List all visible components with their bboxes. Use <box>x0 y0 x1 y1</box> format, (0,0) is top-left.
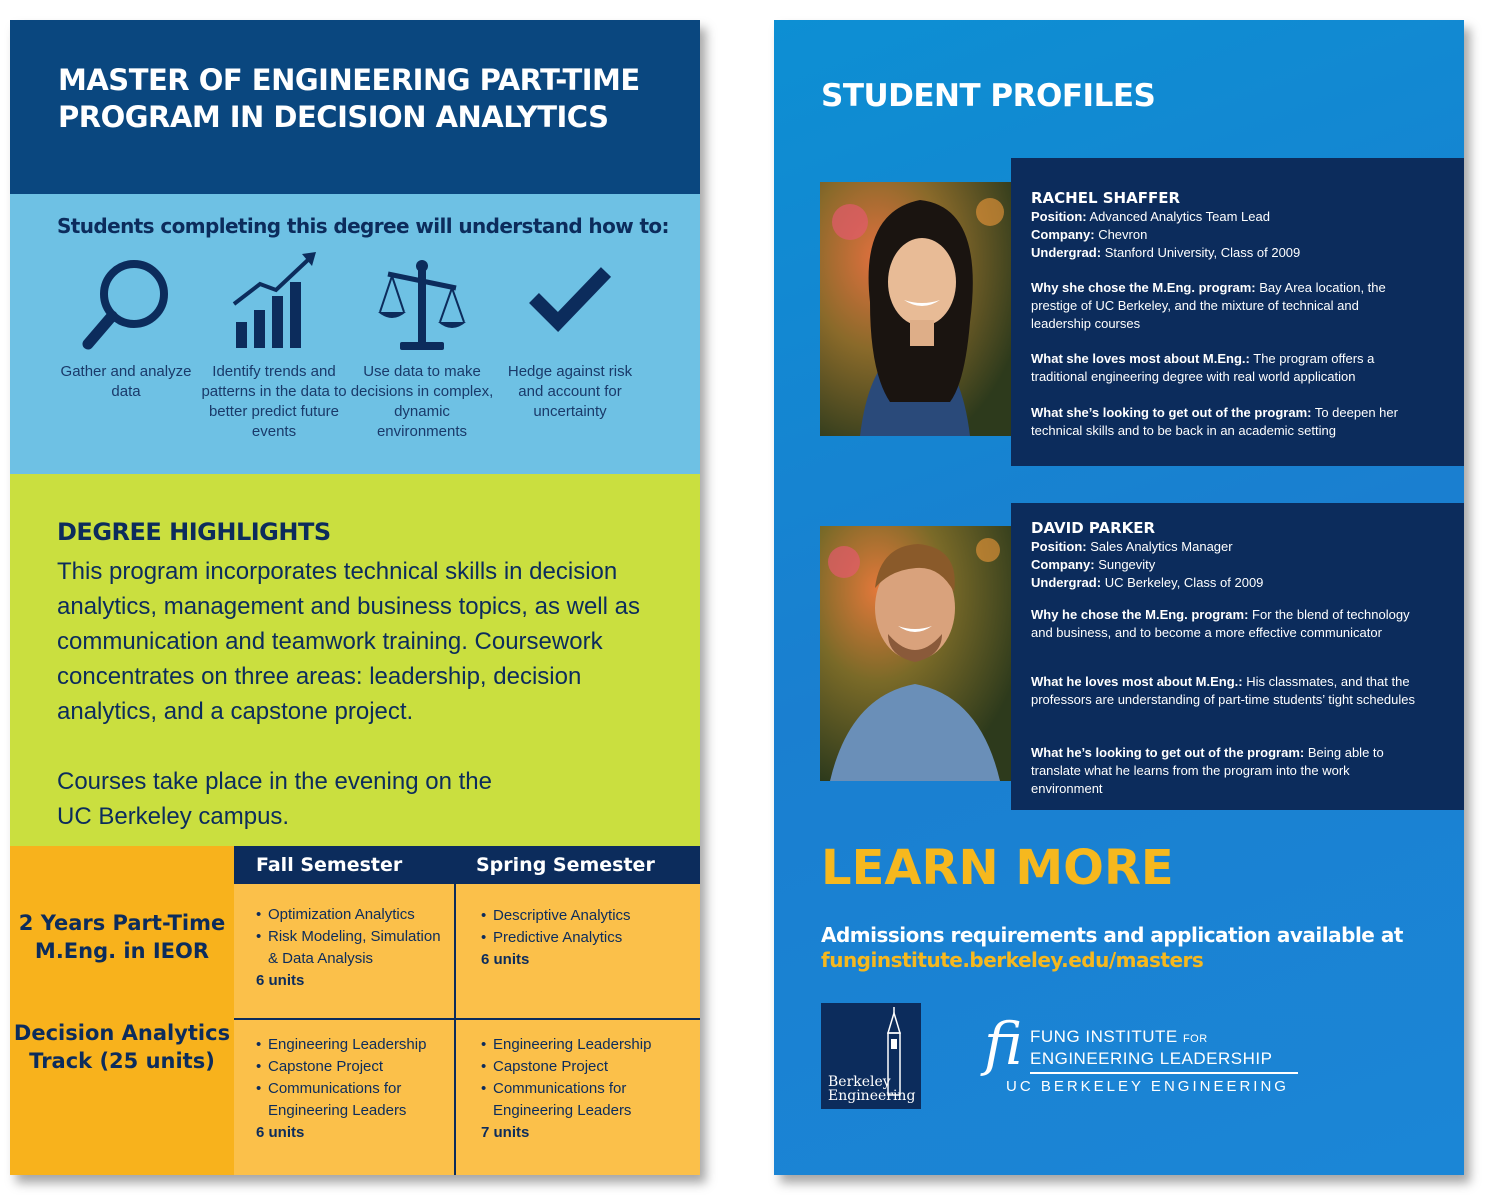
trend-chart-icon <box>200 250 348 362</box>
year1-spring-cell <box>481 905 691 971</box>
units-label: 6 units <box>256 1124 305 1141</box>
profile-goal: What he’s looking to get out of the program: Being able to translate what he learns from the program into the work environment <box>1031 745 1384 796</box>
profile-undergrad: Undergrad: Stanford University, Class of 2009 <box>1031 245 1301 260</box>
schedule-labels <box>10 846 234 1175</box>
highlights-body: This program incorporates technical skills in decision analytics, management and business topics, as well as communication and teamwork training. Coursework concentrates on three areas: leadership, decision analytics, and a capstone project. <box>57 558 640 725</box>
rachel-profile-card <box>1011 158 1464 466</box>
profile-loves: What she loves most about M.Eng.: The program offers a traditional engineering degree with real world application <box>1031 351 1375 384</box>
program-flyer-panel <box>10 20 700 1175</box>
logo-line2: ENGINEERING LEADERSHIP <box>1030 1049 1273 1068</box>
course-item: • Predictive Analytics <box>481 927 691 949</box>
skill-trends <box>200 250 348 442</box>
course-item: • Descriptive Analytics <box>481 905 691 927</box>
skills-heading: Students completing this degree will understand how to: <box>57 214 669 238</box>
units-label: 7 units <box>481 1124 530 1141</box>
student-profiles-panel <box>774 20 1464 1175</box>
units-label: 6 units <box>481 951 530 968</box>
profile-why: Why she chose the M.Eng. program: Bay Area location, the prestige of UC Berkeley, and the mixture of technical and leadership courses <box>1031 280 1386 331</box>
checkmark-icon <box>496 250 644 362</box>
highlights-note: Courses take place in the evening on the UC Berkeley campus. <box>57 768 492 830</box>
skill-gather <box>52 250 200 402</box>
skills-section <box>10 194 700 474</box>
learn-more-heading: LEARN MORE <box>821 840 1174 896</box>
course-item: • Capstone Project <box>256 1056 448 1078</box>
balance-scale-icon <box>348 250 496 362</box>
logo-line1: FUNG INSTITUTE FOR <box>1030 1027 1208 1046</box>
logo-line2: Engineering <box>828 1088 916 1104</box>
column-divider <box>454 884 456 1175</box>
david-photo <box>820 526 1011 781</box>
skill-label: Identify trends and patterns in the data to better predict future events <box>201 363 347 440</box>
skill-label: Gather and analyze data <box>60 363 192 400</box>
rachel-photo <box>820 182 1011 436</box>
row-divider <box>234 1018 700 1020</box>
profile-why: Why he chose the M.Eng. program: For the blend of technology and business, and to become a more effective communicator <box>1031 607 1410 640</box>
profile-company: Company: Chevron <box>1031 227 1148 242</box>
profile-loves: What he loves most about M.Eng.: His classmates, and that the professors are understanding of part-time students’ tight schedules <box>1031 674 1415 707</box>
skill-label: Use data to make decisions in complex, dynamic environments <box>350 363 494 440</box>
admissions-text: Admissions requirements and application available at <box>821 923 1403 947</box>
program-label: 2 Years Part-Time M.Eng. in IEOR <box>18 911 226 963</box>
profile-goal: What she’s looking to get out of the program: To deepen her technical skills and to be back in an academic setting <box>1031 405 1398 438</box>
profile-position: Position: Advanced Analytics Team Lead <box>1031 209 1270 224</box>
highlights-heading: DEGREE HIGHLIGHTS <box>57 518 331 546</box>
course-schedule <box>10 846 700 1175</box>
course-item: • Engineering Leadership <box>481 1034 673 1056</box>
david-profile-card <box>1011 503 1464 810</box>
year2-spring-cell <box>481 1034 673 1144</box>
skill-label: Hedge against risk and account for uncertainty <box>507 363 633 420</box>
spring-semester-header: Spring Semester <box>454 846 700 884</box>
title-band <box>10 20 700 194</box>
course-item: • Communications for Engineering Leaders <box>256 1078 448 1122</box>
profile-name: RACHEL SHAFFER <box>1031 189 1181 207</box>
page-title: MASTER OF ENGINEERING PART-TIME PROGRAM IN DECISION ANALYTICS <box>58 63 640 134</box>
magnifying-glass-icon <box>52 250 200 362</box>
track-label: Decision Analytics Track (25 units) <box>13 1021 231 1073</box>
course-item: • Communications for Engineering Leaders <box>481 1078 673 1122</box>
fi-monogram: fi <box>984 1010 1023 1078</box>
course-item: • Engineering Leadership <box>256 1034 448 1056</box>
berkeley-engineering-logo <box>821 1003 921 1109</box>
logo-line3: UC BERKELEY ENGINEERING <box>1006 1078 1289 1095</box>
course-item: • Capstone Project <box>481 1056 673 1078</box>
logo-rule <box>1030 1072 1298 1074</box>
profile-name: DAVID PARKER <box>1031 519 1156 537</box>
skill-hedge <box>496 250 644 422</box>
year2-fall-cell <box>256 1034 448 1144</box>
degree-highlights-section <box>10 474 700 846</box>
fall-semester-header: Fall Semester <box>234 846 454 884</box>
course-item: • Optimization Analytics <box>256 904 448 926</box>
course-item: • Risk Modeling, Simulation & Data Analysis <box>256 926 448 970</box>
units-label: 6 units <box>256 972 305 989</box>
profile-undergrad: Undergrad: UC Berkeley, Class of 2009 <box>1031 575 1264 590</box>
admissions-link[interactable]: funginstitute.berkeley.edu/masters <box>821 948 1204 972</box>
skill-decisions <box>348 250 496 442</box>
logo-line1: Berkeley <box>828 1074 891 1090</box>
profile-company: Company: Sungevity <box>1031 557 1156 572</box>
profile-position: Position: Sales Analytics Manager <box>1031 539 1233 554</box>
profiles-title: STUDENT PROFILES <box>821 78 1156 114</box>
year1-fall-cell <box>256 904 448 992</box>
fung-institute-logo <box>984 1010 1304 1100</box>
